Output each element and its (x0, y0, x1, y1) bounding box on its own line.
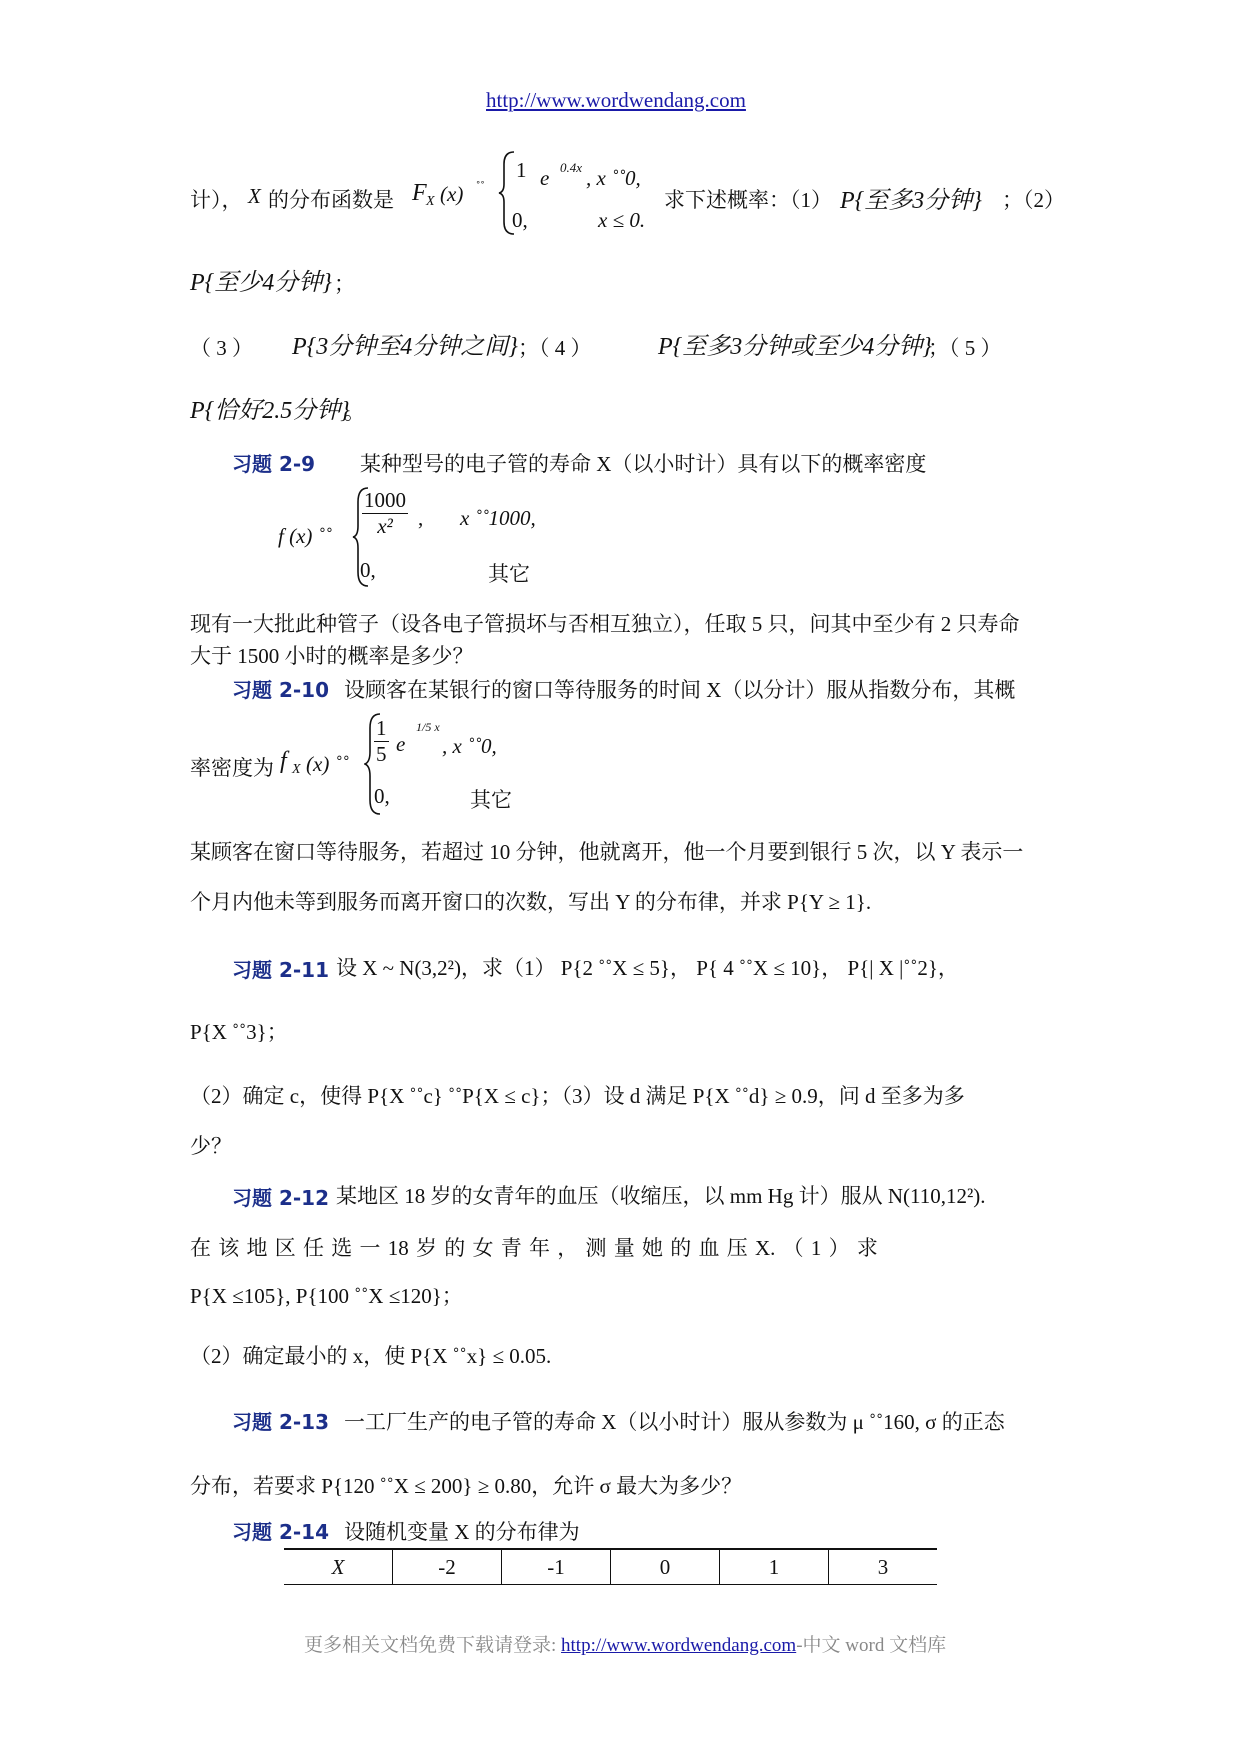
case1-exp: 0.4x (560, 160, 583, 175)
func-arg: (x) (440, 182, 464, 206)
q5-end: 。 (344, 400, 365, 424)
text-tail: 求下述概率：（1） (664, 188, 832, 212)
body-line: 大于 1500 小时的概率是多少？ (190, 644, 474, 668)
body-line: （2）确定 c，使得 P{X ˚˚c} ˚˚P{X ≤ c}；（3）设 d 满足 P{X ˚˚d} ≥ 0.9，问 d 至多为多 (190, 1084, 965, 1108)
func-arg: (x) ˚˚ (306, 752, 349, 776)
case2-val: 0, (360, 558, 376, 582)
q2-label: ；（2） (1002, 188, 1065, 212)
q3-label: （ 3 ） (190, 336, 253, 360)
footer-url[interactable]: http://www.wordwendang.com (561, 1635, 797, 1656)
table-cell: -2 (393, 1549, 502, 1585)
q4: P{至多3分钟或至少4分钟} (658, 334, 932, 360)
density-fx: f (x) ˚˚ (278, 524, 332, 548)
table-cell: -1 (502, 1549, 611, 1585)
density-fraction (374, 716, 389, 767)
distribution-table (284, 1548, 937, 1585)
table-cell: X (331, 1554, 345, 1579)
exercise-text: 某种型号的电子管的寿命 X（以小时计）具有以下的概率密度 (360, 452, 927, 476)
func-sub: X (426, 194, 435, 209)
fraction-denominator: 5 (376, 742, 387, 766)
body-line: （2）确定最小的 x，使 P{X ˚˚x} ≤ 0.05. (190, 1344, 552, 1368)
fraction-denominator: x² (362, 513, 408, 539)
case1-cond: , x ˚˚0, (586, 166, 641, 190)
body-line: P{X ˚˚3}； (190, 1020, 288, 1044)
func-f: F (412, 180, 427, 206)
exercise-label: 习题 2-9 (232, 452, 316, 476)
body-line: 在 该 地 区 任 选 一 18 岁 的 女 青 年 ， 测 量 她 的 血 压 X. （ 1 ） 求 (190, 1236, 878, 1260)
body-line: 少？ (190, 1134, 232, 1158)
exp-e: e (396, 732, 406, 756)
footer (304, 1630, 946, 1657)
text-lead: 计）， (190, 188, 243, 212)
body-line: 分布，若要求 P{120 ˚˚X ≤ 200} ≥ 0.80，允许 σ 最大为多少？ (190, 1474, 743, 1498)
body-line: 一工厂生产的电子管的寿命 X（以小时计）服从参数为 μ ˚˚160, σ 的正态 (344, 1410, 1005, 1434)
density-fraction (362, 488, 408, 539)
q5: P{恰好2.5分钟} (190, 398, 350, 424)
footer-prefix: 更多相关文档免费下载请登录: (304, 1635, 562, 1656)
q4-label: ；（ 4 ） (518, 336, 592, 360)
body-line: 设 X ~ N(3,2²)，求（1） P{2 ˚˚X ≤ 5}， P{ 4 ˚˚X ≤ 10}， P{| X |˚˚2}， (336, 956, 959, 980)
case2-val: 0, (374, 784, 390, 808)
case2-cond: x ≤ 0. (598, 208, 646, 232)
case2-cond: 其它 (470, 788, 512, 812)
exercise-label: 习题 2-14 (232, 1520, 330, 1544)
func-sub: X (292, 762, 301, 777)
exp-power: 1/5 x (416, 720, 440, 734)
eq-sym: ˚˚ (476, 178, 485, 193)
exercise-label: 习题 2-12 (232, 1186, 330, 1210)
body-line: 某地区 18 岁的女青年的血压（收缩压，以 mm Hg 计）服从 N(110,12²). (336, 1184, 986, 1208)
case1-cond: , x ˚˚0, (442, 734, 497, 758)
body-line: 现有一大批此种管子（设各电子管损坏与否相互独立），任取 5 只，问其中至少有 2 只寿命 (190, 612, 1020, 636)
table-cell: 1 (720, 1549, 829, 1585)
exercise-text: 设顾客在某银行的窗口等待服务的时间 X（以分计）服从指数分布，其概 (344, 678, 1016, 702)
exercise-text: 设随机变量 X 的分布律为 (344, 1520, 580, 1544)
func-f: f (280, 748, 287, 774)
body-line: 个月内他未等到服务而离开窗口的次数，写出 Y 的分布律，并求 P{Y ≥ 1}. (190, 890, 872, 914)
body-line: P{X ≤105}, P{100 ˚˚X ≤120}； (190, 1284, 463, 1308)
body-line: 某顾客在窗口等待服务，若超过 10 分钟，他就离开，他一个月要到银行 5 次，以 Y 表示一 (190, 840, 1024, 864)
q3: P{3分钟至4分钟之间} (292, 334, 518, 360)
q2: P{至少4分钟} (190, 270, 332, 296)
case2-val: 0, (512, 208, 528, 232)
table-row (284, 1549, 937, 1585)
case1-cond: x ˚˚1000, (460, 506, 536, 530)
case1-e: e (540, 166, 550, 190)
table-cell: 3 (829, 1549, 938, 1585)
case2-cond: 其它 (488, 562, 530, 586)
exercise-label: 习题 2-11 (232, 958, 330, 982)
fraction-numerator: 1 (376, 716, 387, 740)
exercise-label: 习题 2-13 (232, 1410, 330, 1434)
text-lead: 率密度为 (190, 756, 274, 780)
exercise-label: 习题 2-10 (232, 678, 330, 702)
header-url[interactable]: http://www.wordwendang.com (486, 88, 746, 112)
table-cell: 0 (611, 1549, 720, 1585)
case1-a: 1 (516, 158, 527, 182)
q5-label: ；（ 5 ） (928, 336, 1002, 360)
q1: P{至多3分钟} (840, 188, 982, 214)
fraction-numerator: 1000 (364, 488, 406, 512)
var-x: X (248, 184, 261, 208)
text-mid: 的分布函数是 (268, 188, 394, 212)
footer-suffix: -中文 word 文档库 (796, 1635, 947, 1656)
q2-end: ； (334, 272, 355, 296)
